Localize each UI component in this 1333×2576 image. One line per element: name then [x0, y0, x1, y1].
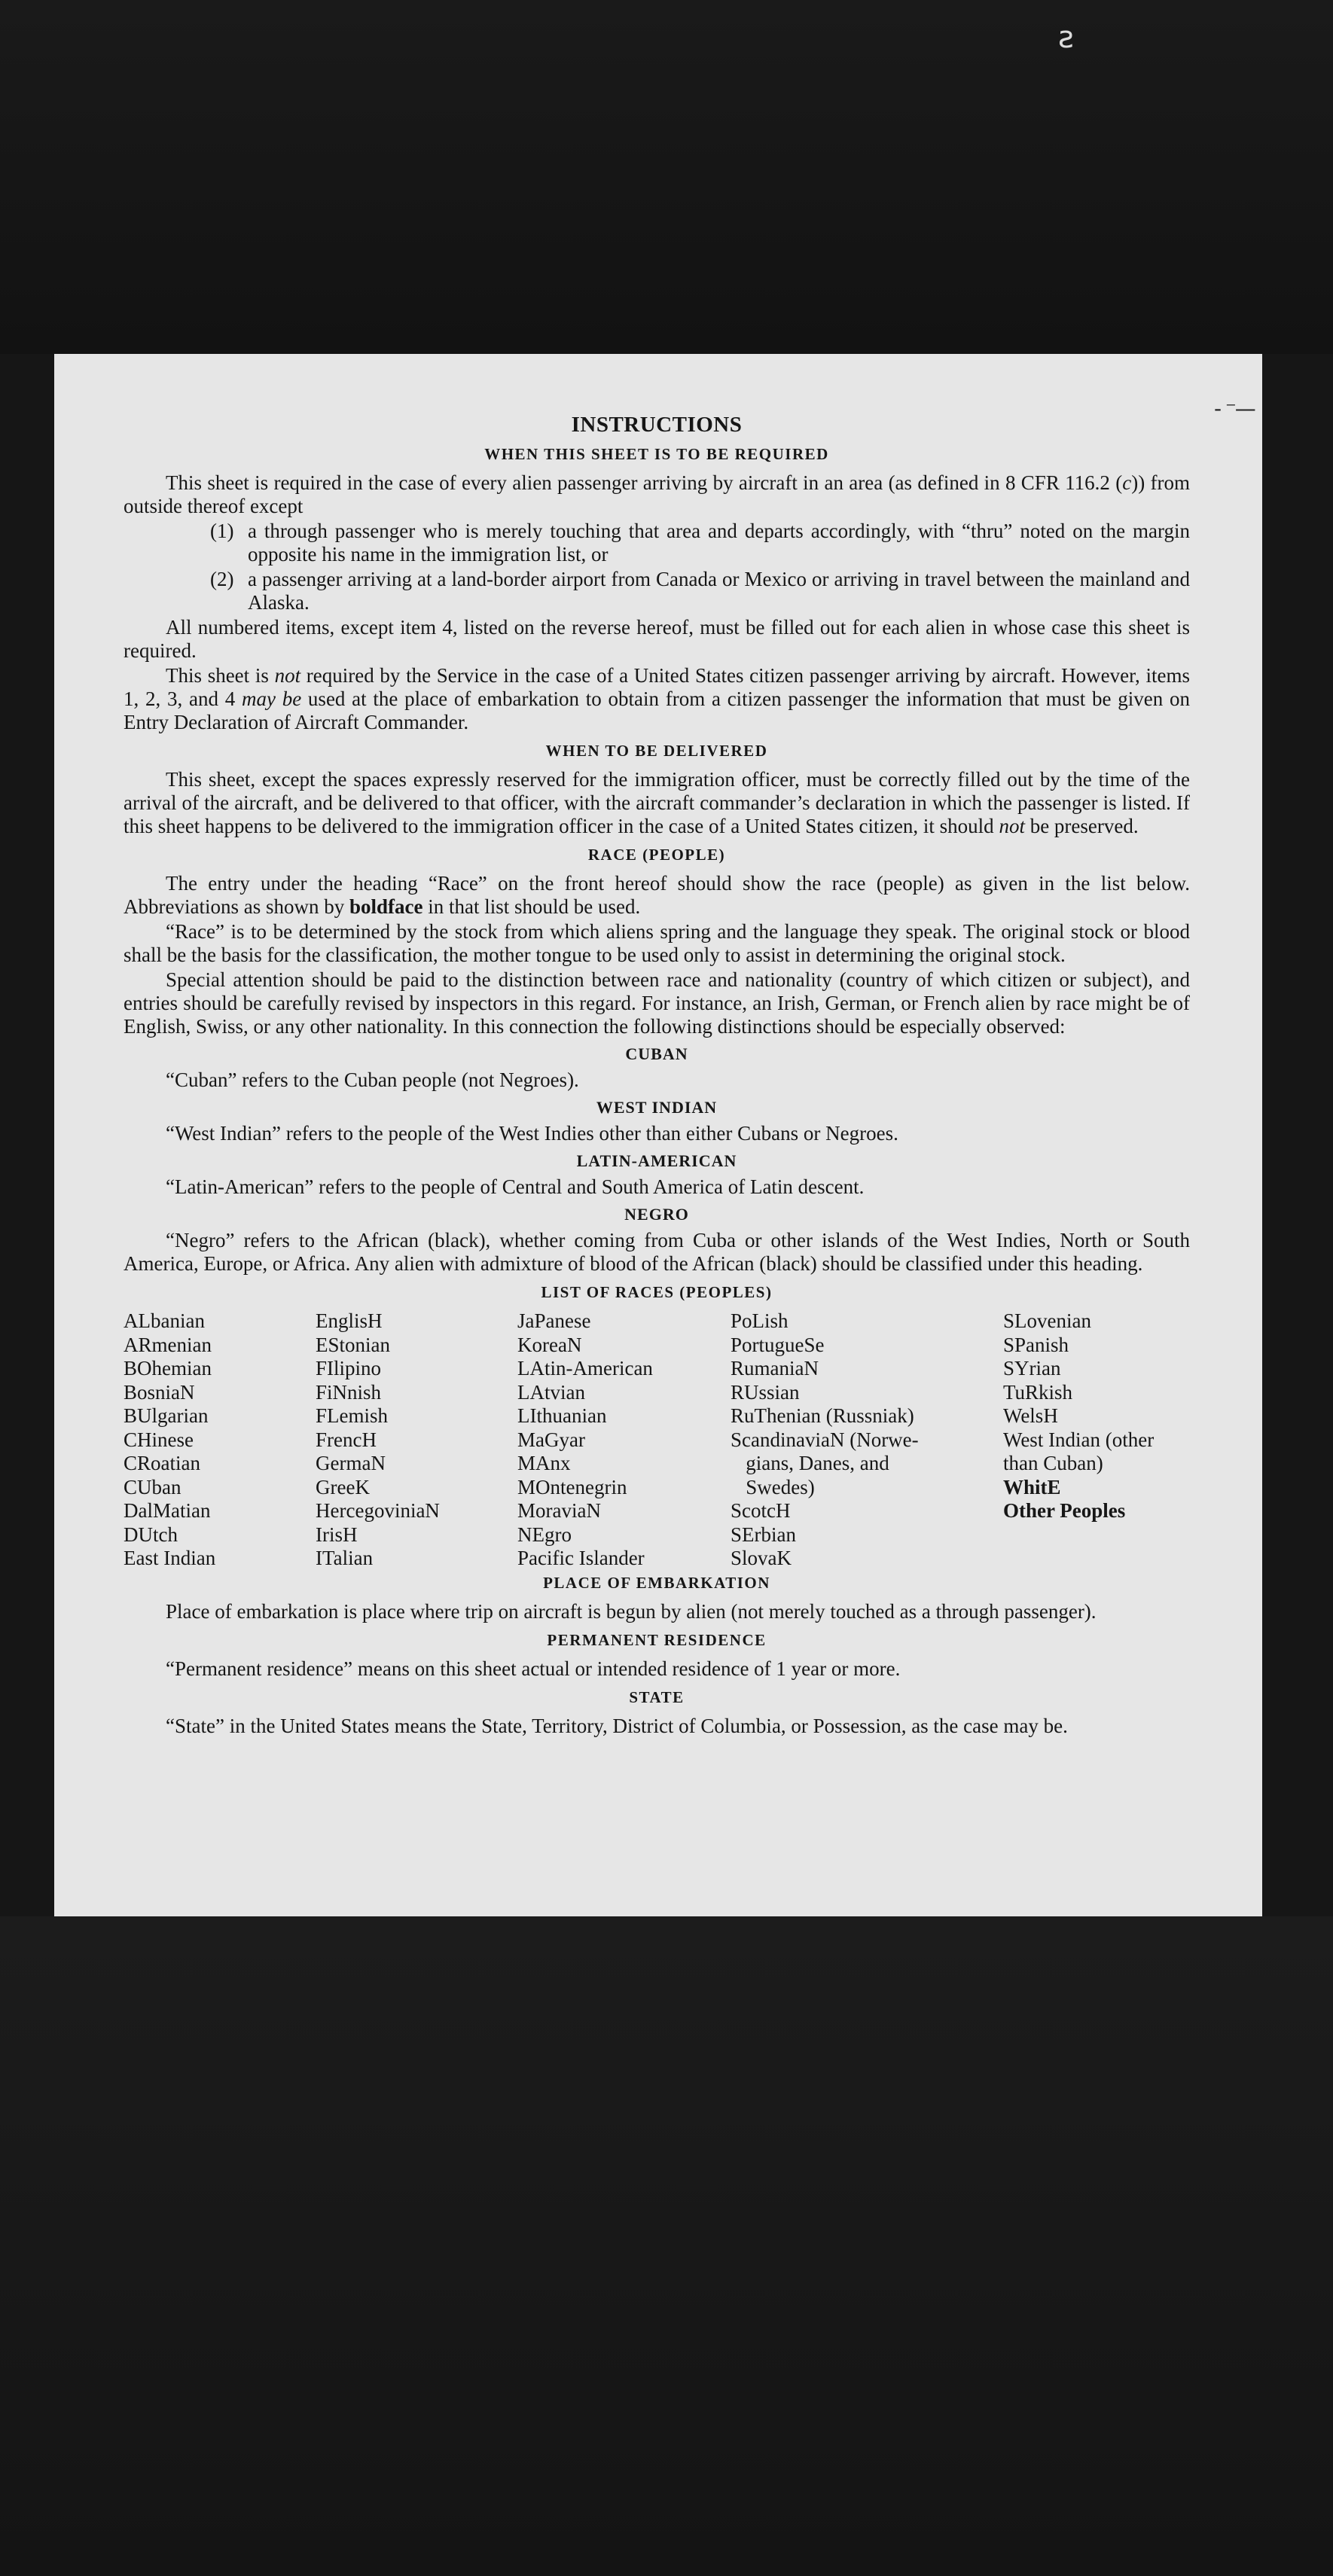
embarkation-definition: Place of embarkation is place where trip on aircraft is begun by alien (not merely touched as a through passenger). — [166, 1599, 1097, 1623]
race-attention-paragraph: Special attention should be paid to the distinction between race and nationality (country of which citizen or subject), and entries should be carefully revised by inspectors in this regard. For instance, an Irish, German, or French alien by race might be of English, Swiss, or any other nationality. In this connection the following distinctions should be especially observed: — [124, 968, 1190, 1038]
scan-background-bottom — [0, 1916, 1333, 2576]
race-entry: DalMatian — [124, 1499, 211, 1522]
race-entry: FrencH — [316, 1428, 377, 1451]
race-entry: KoreaN — [517, 1333, 582, 1356]
race-entry: FIlipino — [316, 1357, 382, 1379]
race-entry: SLovenian — [1003, 1309, 1091, 1332]
race-entry: CRoatian — [124, 1452, 200, 1474]
race-entry: ALbanian — [124, 1309, 205, 1332]
races-list — [124, 1309, 1190, 1571]
race-entry: Other Peoples — [1003, 1499, 1126, 1522]
race-entry: LAtvian — [517, 1380, 585, 1404]
race-entry: ARmenian — [124, 1333, 212, 1356]
heading-when-required: WHEN THIS SHEET IS TO BE REQUIRED — [484, 445, 829, 463]
race-entry: MOntenegrin — [517, 1475, 627, 1498]
race-entry: MaGyar — [517, 1428, 585, 1451]
race-entry: CHinese — [124, 1428, 194, 1451]
race-entry: than Cuban) — [1003, 1452, 1103, 1474]
race-entry: ITalian — [316, 1547, 374, 1569]
residence-definition: “Permanent residence” means on this sheet actual or intended residence of 1 year or more. — [166, 1657, 901, 1680]
race-entry: PortugueSe — [731, 1333, 825, 1356]
handwritten-mark: ƨ — [1058, 20, 1074, 55]
race-entry: ScotcH — [731, 1499, 791, 1522]
instruction-sheet — [54, 354, 1262, 1916]
negro-definition: “Negro” refers to the African (black), whether coming from Cuba or other islands of the West Indies, North or South America, Europe, or Africa. Any alien with admixture of blood of the African (black) should be classified under this heading. — [124, 1229, 1190, 1275]
race-entry: West Indian (other — [1003, 1428, 1155, 1451]
citizen-paragraph: This sheet is not required by the Service in the case of a United States citizen passenger arriving by aircraft. However, items 1, 2, 3, and 4 may be used at the place of embarkation to obtain from a citizen passenger the information that must be given on Entry Declaration of Aircraft Commander. — [124, 664, 1191, 733]
page-title: INSTRUCTIONS — [571, 413, 743, 437]
race-entry: CUban — [124, 1475, 181, 1498]
race-entry: EStonian — [316, 1333, 390, 1356]
heading-state: STATE — [629, 1687, 685, 1706]
race-entry: WelsH — [1003, 1404, 1058, 1427]
race-entry: ScandinaviaN (Norwe- — [731, 1428, 919, 1451]
race-stock-paragraph: “Race” is to be determined by the stock from which aliens spring and the language they speak. The original stock or blood shall be the basis for the classification, the mother tongue to be used only to assist in determining the original stock. — [124, 920, 1190, 966]
races-column-1 — [124, 1309, 316, 1571]
numbered-items-paragraph: All numbered items, except item 4, listed on the reverse hereof, must be filled out for each alien in whose case this sheet is required. — [124, 616, 1190, 662]
race-entry: BOhemian — [124, 1357, 212, 1379]
race-entry: SYrian — [1003, 1357, 1061, 1379]
race-entry: GermaN — [316, 1452, 386, 1474]
delivered-paragraph: This sheet, except the spaces expressly reserved for the immigration officer, must be correctly filled out by the time of the arrival of the aircraft, and be delivered to that officer, with the aircraft commander’s declaration in which the passenger is listed. If this sheet happens to be delivered to the immigration officer in the case of a United States citizen, it should not be preserved. — [124, 768, 1190, 837]
margin-marks: - ⁻— — [1214, 396, 1255, 421]
race-entry: SPanish — [1003, 1333, 1069, 1356]
race-entry: RUssian — [731, 1380, 800, 1404]
race-entry: MAnx — [517, 1452, 571, 1474]
race-entry: DUtch — [124, 1523, 178, 1546]
heading-race: RACE (PEOPLE) — [587, 846, 726, 864]
exception-item-2: (2) a passenger arriving at a land-border airport from Canada or Mexico or arriving in travel between the mainland and Alaska. — [210, 568, 1190, 614]
race-entry: SErbian — [731, 1523, 796, 1546]
race-entry: IrisH — [316, 1523, 358, 1546]
race-entry: MoraviaN — [517, 1499, 601, 1522]
race-entry: FLemish — [316, 1404, 389, 1427]
state-definition: “State” in the United States means the State, Territory, District of Columbia, or Possession, as the case may be. — [166, 1714, 1068, 1737]
race-entry: gians, Danes, and — [731, 1452, 889, 1474]
race-entry: LAtin-American — [517, 1357, 653, 1379]
race-entry: Swedes) — [731, 1475, 815, 1498]
west-indian-definition: “West Indian” refers to the people of the West Indies other than either Cubans or Negroes. — [166, 1122, 898, 1145]
race-entry: SlovaK — [731, 1547, 792, 1569]
race-entry: EnglisH — [316, 1309, 383, 1332]
race-entry: East Indian — [124, 1547, 216, 1569]
heading-west-indian: WEST INDIAN — [596, 1098, 718, 1117]
heading-list-of-races: LIST OF RACES (PEOPLES) — [541, 1283, 773, 1301]
race-entry: HercegoviniaN — [316, 1499, 440, 1522]
required-intro: This sheet is required in the case of every alien passenger arriving by aircraft in an area (as defined in 8 CFR 116.2 (c)) from outside thereof except — [124, 471, 1190, 517]
heading-embarkation: PLACE OF EMBARKATION — [543, 1573, 770, 1592]
race-entry: FiNnish — [316, 1380, 382, 1404]
heading-cuban: CUBAN — [625, 1044, 688, 1063]
race-entry: GreeK — [316, 1475, 370, 1498]
race-entry: WhitE — [1003, 1475, 1061, 1498]
races-column-3 — [517, 1309, 731, 1571]
cuban-definition: “Cuban” refers to the Cuban people (not Negroes). — [166, 1069, 579, 1091]
race-entry: PoLish — [731, 1309, 789, 1332]
race-entry: NEgro — [517, 1523, 572, 1546]
heading-negro: NEGRO — [624, 1205, 689, 1224]
race-entry: LIthuanian — [517, 1404, 607, 1427]
heading-permanent-residence: PERMANENT RESIDENCE — [547, 1630, 767, 1649]
races-column-2 — [316, 1309, 517, 1571]
scan-background-top — [0, 0, 1333, 354]
race-entry-paragraph: The entry under the heading “Race” on the front hereof should show the race (people) as given in the list below. Abbreviations as shown by boldface in that list should be used. — [124, 872, 1190, 918]
race-entry: TuRkish — [1003, 1380, 1073, 1404]
race-entry: RuThenian (Russniak) — [731, 1404, 914, 1427]
race-entry: BosniaN — [124, 1380, 195, 1404]
latin-american-definition: “Latin-American” refers to the people of Central and South America of Latin descent. — [166, 1175, 865, 1198]
heading-latin-american: LATIN-AMERICAN — [576, 1151, 737, 1170]
race-entry: BUlgarian — [124, 1404, 209, 1427]
heading-when-delivered: WHEN TO BE DELIVERED — [545, 742, 768, 760]
races-column-4 — [731, 1309, 1003, 1571]
races-column-5 — [1003, 1309, 1199, 1571]
race-entry: RumaniaN — [731, 1357, 819, 1379]
race-entry: Pacific Islander — [517, 1547, 645, 1569]
race-entry: JaPanese — [517, 1309, 591, 1332]
exception-item-1: (1) a through passenger who is merely touching that area and departs accordingly, with “thru” noted on the margin opposite his name in the immigration list, or — [210, 520, 1190, 566]
